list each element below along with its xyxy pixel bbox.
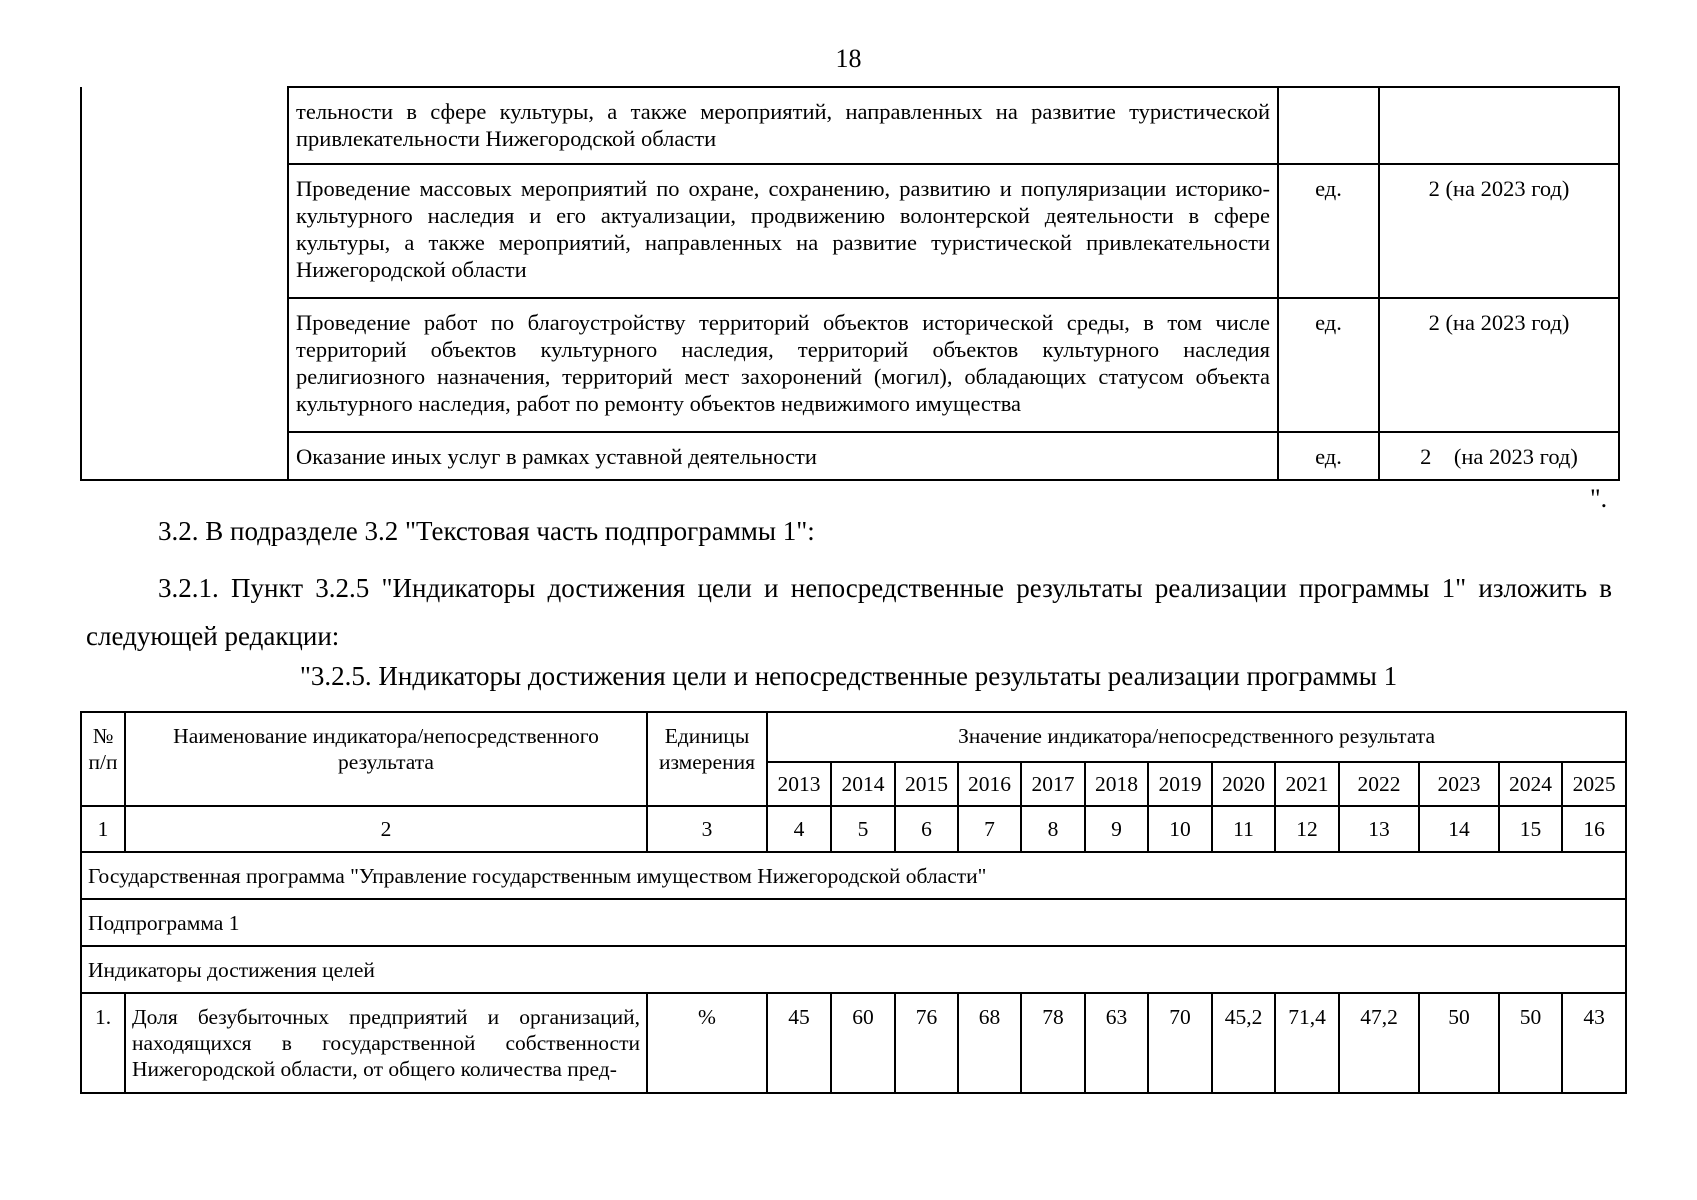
section-indicators: Индикаторы достижения целей <box>81 946 1626 993</box>
table-row <box>81 87 1619 164</box>
indicator-value: 71,4 <box>1275 993 1339 1093</box>
empty-cell <box>81 87 288 480</box>
column-number: 1 <box>81 806 125 852</box>
row-value: 2 (на 2023 год) <box>1379 298 1619 432</box>
column-number-row <box>81 806 1626 852</box>
indicator-table <box>80 711 1627 1094</box>
header-num: № п/п <box>81 712 125 806</box>
header-name: Наименование индикатора/непосредственного результата <box>125 712 647 806</box>
row-value <box>1379 87 1619 164</box>
column-number: 16 <box>1562 806 1626 852</box>
column-number: 4 <box>767 806 831 852</box>
row-unit: ед. <box>1278 164 1379 298</box>
table-row <box>81 432 1619 480</box>
page-number: 18 <box>835 44 862 73</box>
indicator-name: Доля безубыточных предприятий и организаций, находящихся в государственной собственности Нижегородской области, от общего количества пред- <box>125 993 647 1093</box>
year-header: 2014 <box>831 762 895 806</box>
year-header: 2018 <box>1085 762 1148 806</box>
indicator-value: 60 <box>831 993 895 1093</box>
header-row <box>81 712 1626 762</box>
section-row <box>81 946 1626 993</box>
table-row <box>81 164 1619 298</box>
column-number: 8 <box>1021 806 1085 852</box>
row-num: 1. <box>81 993 125 1093</box>
row-description: Проведение работ по благоустройству территорий объектов исторической среды, в том числе территорий объектов культурного наследия, территорий объектов культурного наследия религиозного назначения, территорий мест захоронений (могил), обладающих статусом объекта культурного наследия, работ по ремонту объектов недвижимого имущества <box>288 298 1278 432</box>
table-row <box>81 993 1626 1093</box>
column-number: 12 <box>1275 806 1339 852</box>
header-unit: Единицы измерения <box>647 712 767 806</box>
row-unit: ед. <box>1278 298 1379 432</box>
column-number: 15 <box>1499 806 1562 852</box>
row-value: 2 (на 2023 год) <box>1379 164 1619 298</box>
indicator-value: 68 <box>958 993 1021 1093</box>
year-header: 2025 <box>1562 762 1626 806</box>
row-value: 2 (на 2023 год) <box>1379 432 1619 480</box>
column-number: 7 <box>958 806 1021 852</box>
year-header: 2023 <box>1419 762 1499 806</box>
row-unit: ед. <box>1278 432 1379 480</box>
paragraph-3-2: 3.2. В подразделе 3.2 "Текстовая часть подпрограммы 1": <box>158 516 815 546</box>
column-number: 5 <box>831 806 895 852</box>
indicator-value: 70 <box>1148 993 1212 1093</box>
section-program: Государственная программа "Управление государственным имуществом Нижегородской области" <box>81 852 1626 899</box>
column-number: 14 <box>1419 806 1499 852</box>
paragraph-3-2-1: 3.2.1. Пункт 3.2.5 "Индикаторы достижения цели и непосредственные результаты реализации программы 1" изложить в следующей редакции: <box>86 573 1612 651</box>
row-unit <box>1278 87 1379 164</box>
year-header: 2020 <box>1212 762 1275 806</box>
column-number: 9 <box>1085 806 1148 852</box>
closing-quote: ". <box>1590 484 1608 513</box>
year-header: 2019 <box>1148 762 1212 806</box>
row-description: Оказание иных услуг в рамках уставной деятельности <box>288 432 1278 480</box>
column-number: 2 <box>125 806 647 852</box>
indicator-value: 78 <box>1021 993 1085 1093</box>
year-header: 2024 <box>1499 762 1562 806</box>
year-header: 2017 <box>1021 762 1085 806</box>
section-title-3-2-5: "3.2.5. Индикаторы достижения цели и непосредственные результаты реализации программы 1 <box>299 661 1398 691</box>
column-number: 10 <box>1148 806 1212 852</box>
indicator-value: 47,2 <box>1339 993 1419 1093</box>
column-number: 3 <box>647 806 767 852</box>
row-description: Проведение массовых мероприятий по охране, сохранению, развитию и популяризации историко-культурного наследия и его актуализации, продвижению волонтерской деятельности в сфере культуры, а также мероприятий, направленных на развитие туристической привлекательности Нижегородской области <box>288 164 1278 298</box>
year-header: 2021 <box>1275 762 1339 806</box>
row-description: тельности в сфере культуры, а также мероприятий, направленных на развитие туристической привлекательности Нижегородской области <box>288 87 1278 164</box>
section-row <box>81 899 1626 946</box>
continued-table <box>80 86 1620 481</box>
header-value-group: Значение индикатора/непосредственного результата <box>767 712 1626 762</box>
indicator-value: 45 <box>767 993 831 1093</box>
year-header: 2013 <box>767 762 831 806</box>
column-number: 13 <box>1339 806 1419 852</box>
indicator-value: 43 <box>1562 993 1626 1093</box>
indicator-value: 63 <box>1085 993 1148 1093</box>
year-header: 2016 <box>958 762 1021 806</box>
section-subprogram: Подпрограмма 1 <box>81 899 1626 946</box>
indicator-value: 50 <box>1499 993 1562 1093</box>
column-number: 6 <box>895 806 958 852</box>
year-header: 2015 <box>895 762 958 806</box>
table-row <box>81 298 1619 432</box>
indicator-value: 45,2 <box>1212 993 1275 1093</box>
section-row <box>81 852 1626 899</box>
column-number: 11 <box>1212 806 1275 852</box>
indicator-value: 76 <box>895 993 958 1093</box>
indicator-unit: % <box>647 993 767 1093</box>
year-header: 2022 <box>1339 762 1419 806</box>
indicator-value: 50 <box>1419 993 1499 1093</box>
